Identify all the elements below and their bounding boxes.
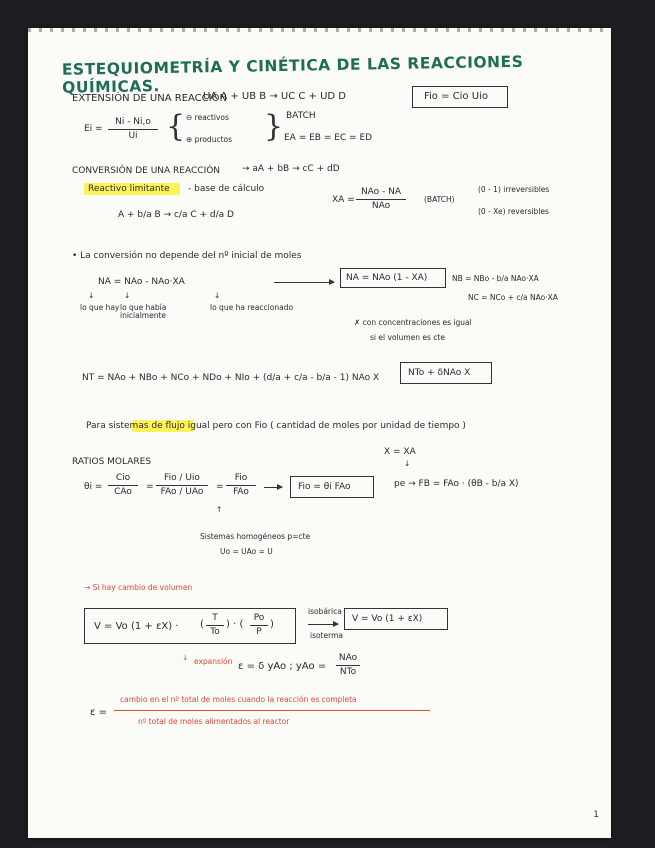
epsilon-denominator: nº total de moles alimentados al reactor [138, 717, 290, 726]
batch-equality: EA = EB = EC = ED [284, 133, 373, 143]
epsilon-equation: ε = δ yAo ; yAo = [238, 661, 327, 672]
conc-note-1: ✗ con concentraciones es igual [354, 318, 472, 327]
epsilon-numerator: cambio en el nº total de moles cuando la reacción es completa [120, 695, 357, 704]
xi-numerator: Ni - Ni,o [115, 117, 151, 127]
ratio-2-den: FAo / UAo [160, 487, 204, 497]
extension-reaction: UA A + UB B → UC C + UD D [203, 91, 346, 102]
label-lo-que-hay: lo que hay [80, 303, 120, 312]
page-title: ESTEQUIOMETRÍA Y CINÉTICA DE LAS REACCIONES QUÍMICAS. [61, 52, 524, 97]
fio-equation: Fio = Cio Uio [424, 91, 488, 102]
notebook-page: ESTEQUIOMETRÍA Y CINÉTICA DE LAS REACCIONES QUÍMICAS. EXTENSIÓN DE UNA REACCIÓN UA A + UB B → UC C + UD D Fio = Cio Uio Ei = Ni - Ni,o Ui { ⊖ reactivos ⊕ productos } BATCH EA = EB = EC = ED CONVERSIÓN DE UNA REACCIÓN → aA + bB → cC + dD Reactivo limitante - base de cálculo XA = NAo - NA NAo (BATCH) (0 - 1) irreversibles (0 - Xe) reversibles A + b/a B → c/a C + d/a D • La conversión no depende del nº inicial de moles NA = NAo - NAo·XA NA = NAo (1 - XA) NB = NBo - b/a NAo·XA NC = NCo + c/a NAo·XA ↓ ↓ ↓ lo que hay lo que había inicialmente lo que ha reaccionado ✗ con concentraciones es igual si el volumen es cte NT = NAo + NBo + NCo + NDo + NIo + (d/a + c/a - b/a - 1) NAo X NTo + δNAo X Para sistemas de flujo igual pero con Fio ( cantidad de moles por unidad de tiempo ) RATIOS MOLARES X = XA ↓ θi = Cio CAo = Fio / Uio FAo / UAo = Fio FAo Fio = θi FAo pe → FB = FAo · (θB - b/a X) ↑ Sistemas homogéneos p=cte Uo = UAo = U → Si hay cambio de volumen V = Vo (1 + εX) · ( T To ) · ( Po P ) isobárica isoterma V = Vo (1 + εX) ↓ expansión ε = δ yAo ; yAo = NAo NTo ε = cambio en el nº total de moles cuando la reacción es completa nº total de moles alimentados al reactor 1 [28, 28, 611, 838]
ratio-1-den: CAo [114, 487, 132, 497]
ratio-2 [156, 474, 208, 497]
moles-note: • La conversión no depende del nº inicial de moles [72, 251, 302, 261]
yao-num: NAo [338, 653, 358, 663]
na-equation: NA = NAo - NAo·XA [98, 277, 185, 287]
expansion-label: expansión [194, 657, 233, 666]
page-number: 1 [593, 810, 599, 820]
ratio-3-num: Fio [234, 473, 248, 483]
nc-equation: NC = NCo + c/a NAo·XA [468, 293, 558, 302]
xi-fraction [108, 118, 158, 141]
x-equation: X = XA [384, 447, 416, 457]
nb-equation: NB = NBo - b/a NAo·XA [452, 274, 539, 283]
fb-equation: pe → FB = FAo · (θB - b/a X) [394, 479, 519, 489]
ratio-3-den: FAo [233, 487, 249, 497]
arrow-isothermal [308, 624, 338, 625]
xi-lhs: Ei = [84, 124, 103, 134]
ratio-3 [226, 474, 256, 497]
limiting-note: - base de cálculo [188, 184, 265, 194]
isobaric-label: isobárica [308, 607, 342, 616]
total-boxed: NTo + δNAo X [408, 368, 471, 378]
xa-fraction [356, 188, 406, 211]
ratio-1 [108, 474, 138, 497]
volume-change-note: → Si hay cambio de volumen [84, 583, 193, 592]
pressure-den: P [256, 627, 262, 637]
pressure-num: Po [253, 613, 265, 623]
arrow-right [274, 282, 334, 283]
sign-reactivos: ⊖ reactivos [186, 113, 229, 122]
label-lo-que-habia: lo que había inicialmente [120, 303, 167, 320]
flow-note: Para sistemas de flujo igual pero con Fio ( cantidad de moles por unidad de tiempo ) [86, 421, 466, 431]
homogeneous-eq: Uo = UAo = U [220, 547, 273, 556]
batch-tag: (BATCH) [424, 195, 455, 204]
pressure-ratio [250, 614, 268, 637]
epsilon-fraction-bar [114, 710, 430, 711]
label-reaccionado: lo que ha reaccionado [210, 303, 294, 312]
range-reversible: (0 - Xe) reversibles [478, 207, 549, 216]
conversion-heading: CONVERSIÓN DE UNA REACCIÓN [72, 166, 221, 176]
yao-fraction [336, 654, 360, 677]
na-boxed: NA = NAo (1 - XA) [346, 273, 428, 283]
fio-theta-boxed: Fio = θi FAo [298, 482, 351, 492]
limiting-reagent: Reactivo limitante [88, 184, 170, 194]
ratio-2-num: Fio / Uio [164, 473, 200, 483]
theta-lhs: θi = [84, 482, 103, 492]
range-irreversible: (0 - 1) irreversibles [478, 185, 550, 194]
isothermal-label: isoterma [310, 631, 343, 640]
epsilon-lhs: ε = [90, 707, 107, 718]
normalized-reaction: A + b/a B → c/a C + d/a D [118, 210, 234, 220]
batch-label: BATCH [286, 111, 316, 121]
conversion-reaction: → aA + bB → cC + dD [242, 164, 340, 174]
temp-ratio [206, 614, 224, 637]
xi-denominator: Ui [128, 131, 138, 141]
ratios-heading: RATIOS MOLARES [72, 457, 152, 467]
conc-note-2: si el volumen es cte [370, 333, 445, 342]
ratio-1-num: Cio [115, 473, 131, 483]
temp-den: To [210, 627, 220, 637]
yao-den: NTo [339, 667, 357, 677]
volume-equation: V = Vo (1 + εX) · [94, 621, 179, 632]
total-moles-equation: NT = NAo + NBo + NCo + NDo + NIo + (d/a + c/a - b/a - 1) NAo X [82, 373, 380, 383]
xa-denominator: NAo [371, 201, 391, 211]
xa-lhs: XA = [332, 195, 355, 205]
spiral-binding [28, 28, 611, 32]
homogeneous-note: Sistemas homogéneos p=cte [200, 532, 311, 541]
left-brace: { [166, 109, 186, 144]
temp-num: T [212, 613, 218, 623]
arrow-to-box [264, 487, 282, 488]
extension-heading: EXTENSIÓN DE UNA REACCIÓN [72, 93, 227, 104]
volume-simple-boxed: V = Vo (1 + εX) [352, 614, 423, 624]
right-brace: } [264, 109, 284, 144]
xa-numerator: NAo - NA [360, 187, 402, 197]
sign-productos: ⊕ productos [186, 135, 233, 144]
